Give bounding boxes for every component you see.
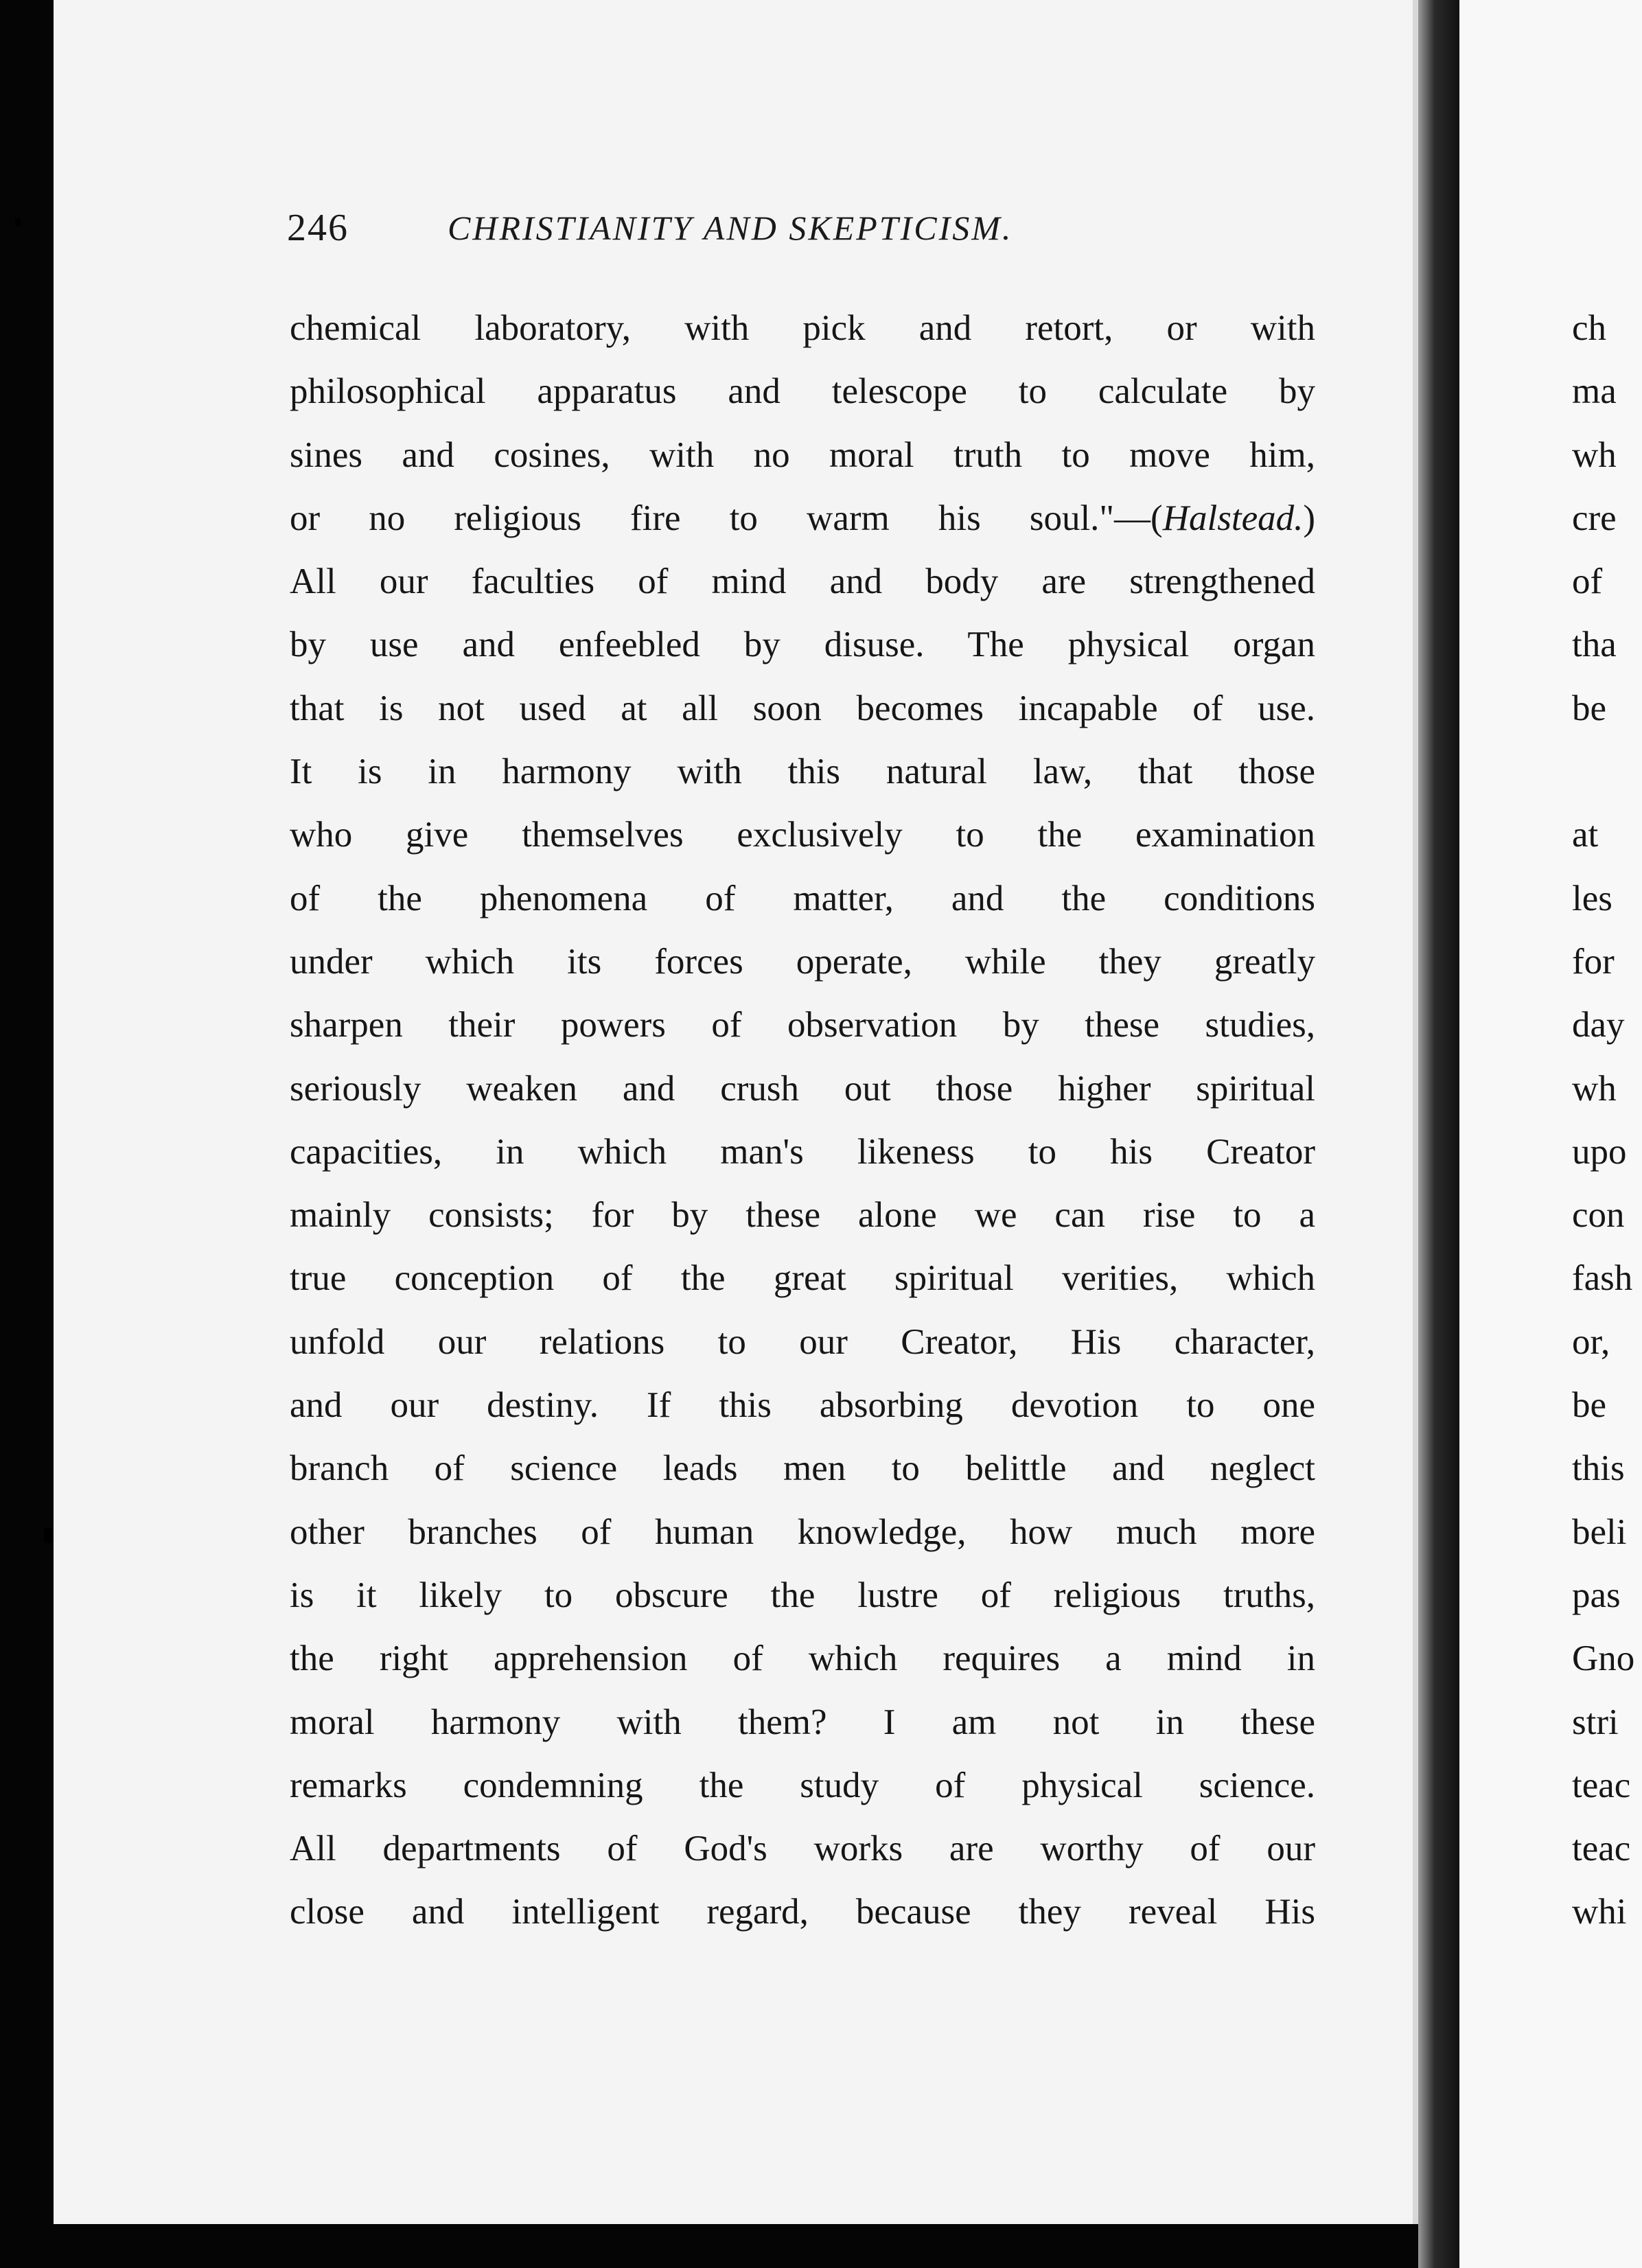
text-line: true conception of the great spiritual verities, which [290, 1258, 1315, 1299]
text-line: is it likely to obscure the lustre of religious truths, [290, 1575, 1315, 1615]
text-line: of the phenomena of matter, and the conditions [290, 878, 1315, 918]
text-line: other branches of human knowledge, how much more [290, 1512, 1315, 1552]
fragment-line: or, [1572, 1321, 1610, 1362]
text-line: and our destiny. If this absorbing devotion to one [290, 1385, 1315, 1426]
right-page-text-fragments [1572, 297, 1641, 1944]
body-text [290, 297, 1315, 1944]
fragment-line: les [1572, 878, 1612, 918]
fragment-line: ch [1572, 308, 1607, 348]
fragment-line: wh [1572, 435, 1617, 475]
text-line: close and intelligent regard, because they reveal His [290, 1892, 1315, 1932]
text-line: branch of science leads men to belittle and neglect [290, 1448, 1315, 1489]
fragment-line: be [1572, 688, 1607, 728]
fragment-line: teac [1572, 1765, 1631, 1805]
text-line: It is in harmony with this natural law, that those [290, 752, 1315, 792]
fragment-line: ma [1572, 371, 1617, 412]
fragment-line: for [1572, 941, 1615, 982]
fragment-line: con [1572, 1195, 1625, 1236]
text-line: All our faculties of mind and body are strengthened [290, 562, 1315, 602]
fragment-line: whi [1572, 1892, 1627, 1932]
fragment-line: cre [1572, 498, 1617, 538]
fragment-line: be [1572, 1385, 1607, 1426]
text-line: who give themselves exclusively to the examination [290, 815, 1315, 855]
scan-speck [44, 1528, 54, 1543]
text-line: by use and enfeebled by disuse. The physical organ [290, 625, 1315, 665]
fragment-line: this [1572, 1448, 1625, 1489]
page-number: 246 [287, 207, 349, 249]
fragment-line: of [1572, 562, 1603, 602]
citation-italic: Halstead. [1162, 498, 1304, 538]
fragment-line: day [1572, 1005, 1625, 1045]
text-line: All departments of God's works are worthy of our [290, 1829, 1315, 1869]
fragment-line: at [1572, 815, 1599, 855]
fragment-line: tha [1572, 625, 1617, 665]
text-line: under which its forces operate, while they greatly [290, 941, 1315, 982]
text-line: moral harmony with them? I am not in these [290, 1702, 1315, 1742]
running-head: CHRISTIANITY AND SKEPTICISM. [448, 209, 1013, 247]
fragment-line: beli [1572, 1512, 1627, 1552]
text-line: or no religious fire to warm his soul."—(Halstead.) [290, 498, 1315, 538]
fragment-line: pas [1572, 1575, 1621, 1615]
text-line: chemical laboratory, with pick and retort, or with [290, 308, 1315, 348]
fragment-line: wh [1572, 1068, 1617, 1109]
book-gutter [1418, 0, 1459, 2268]
text-line: remarks condemning the study of physical science. [290, 1765, 1315, 1805]
text-line: sines and cosines, with no moral truth to move him, [290, 435, 1315, 475]
text-line: that is not used at all soon becomes incapable of use. [290, 688, 1315, 728]
scan-speck [15, 218, 21, 227]
text-line: capacities, in which man's likeness to his Creator [290, 1131, 1315, 1172]
fragment-line: fash [1572, 1258, 1633, 1299]
fragment-line: Gno [1572, 1639, 1635, 1679]
fragment-line: stri [1572, 1702, 1619, 1742]
page-header [287, 200, 1317, 255]
text-line: unfold our relations to our Creator, His character, [290, 1321, 1315, 1362]
text-line: philosophical apparatus and telescope to calculate by [290, 371, 1315, 412]
text-line: seriously weaken and crush out those higher spiritual [290, 1068, 1315, 1109]
text-line: mainly consists; for by these alone we can rise to a [290, 1195, 1315, 1236]
text-line: the right apprehension of which requires a mind in [290, 1639, 1315, 1679]
fragment-line: teac [1572, 1829, 1631, 1869]
fragment-line: upo [1572, 1131, 1627, 1172]
text-line: sharpen their powers of observation by these studies, [290, 1005, 1315, 1045]
